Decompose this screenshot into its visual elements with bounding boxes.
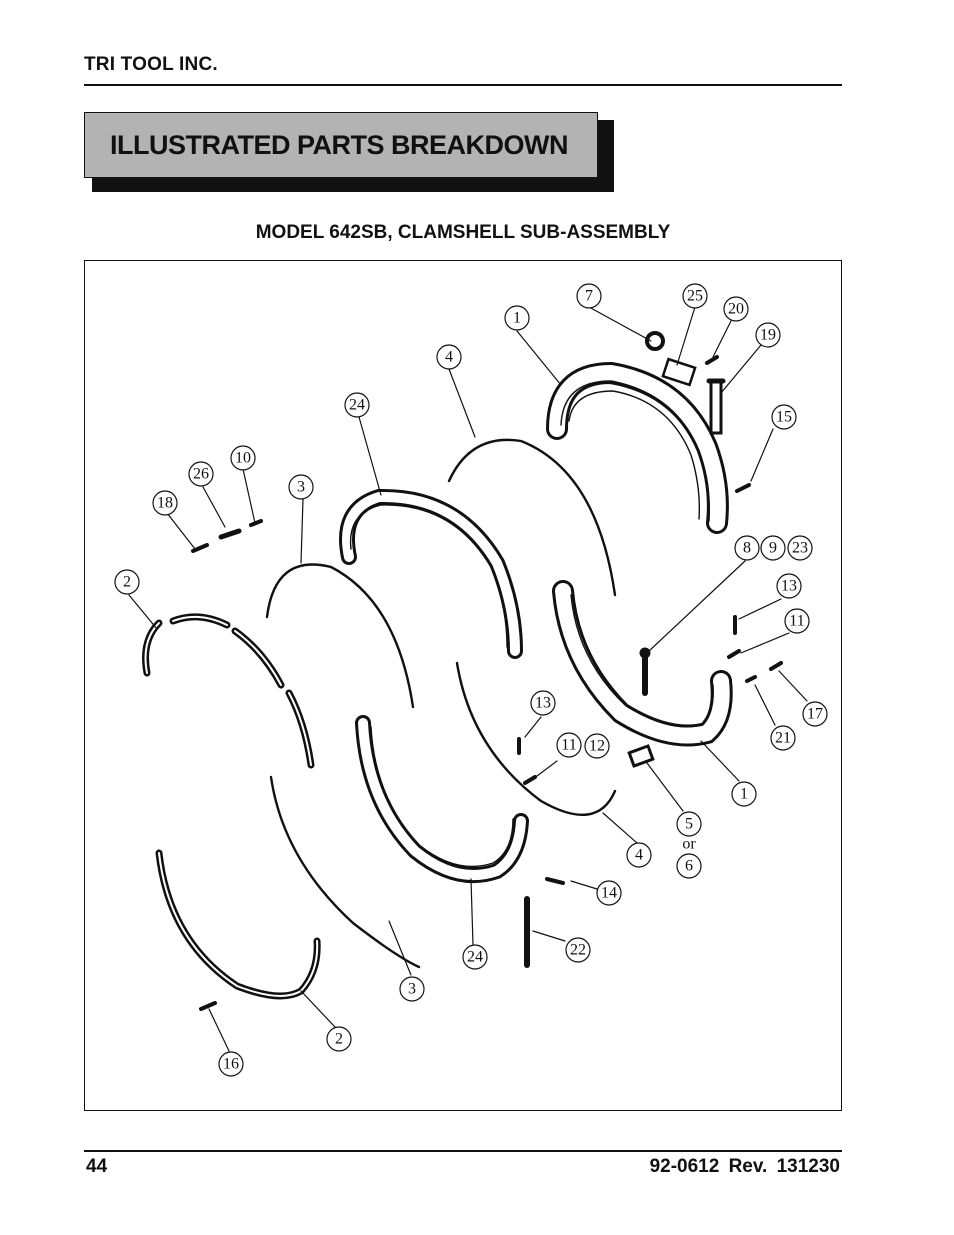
callout-4-upper: 4 bbox=[445, 348, 453, 366]
part-5-block bbox=[629, 746, 653, 766]
section-title: ILLUSTRATED PARTS BREAKDOWN bbox=[110, 130, 568, 160]
footer-rule bbox=[84, 1150, 842, 1152]
part-21-screw bbox=[747, 677, 755, 681]
callout-12: 12 bbox=[589, 737, 605, 755]
part-4-upper-wire-ring bbox=[449, 440, 615, 595]
callout-11-lower: 11 bbox=[561, 736, 577, 754]
callout-14: 14 bbox=[601, 884, 617, 902]
company-name: TRI TOOL INC. bbox=[84, 54, 218, 75]
part-3-lower-wire-ring bbox=[271, 777, 419, 967]
part-24-lower-channel-ring bbox=[363, 723, 521, 875]
exploded-view-diagram bbox=[85, 261, 843, 1112]
part-1-upper-clamshell bbox=[557, 373, 718, 523]
part-19-lever bbox=[709, 381, 723, 433]
callout-or: or bbox=[682, 835, 696, 853]
callout-2-lower: 2 bbox=[335, 1030, 343, 1048]
callout-1-upper: 1 bbox=[513, 309, 521, 327]
header-rule bbox=[84, 84, 842, 86]
callout-1-lower: 1 bbox=[740, 785, 748, 803]
callout-24-upper: 24 bbox=[349, 396, 365, 414]
part-14-key bbox=[547, 879, 563, 883]
part-26-clip bbox=[221, 531, 239, 537]
page-number: 44 bbox=[86, 1156, 108, 1177]
part-15-pin bbox=[737, 485, 749, 491]
part-11-upper-screw bbox=[729, 651, 739, 657]
callout-23: 23 bbox=[792, 539, 808, 557]
callout-5: 5 bbox=[685, 815, 693, 833]
callout-19: 19 bbox=[760, 326, 776, 344]
callout-20: 20 bbox=[728, 300, 744, 318]
part-8-bolt bbox=[641, 649, 649, 693]
part-2-lower-segment-ring bbox=[159, 853, 317, 996]
part-10-screw bbox=[251, 521, 261, 525]
callout-24-lower: 24 bbox=[467, 948, 483, 966]
parts-diagram-frame bbox=[84, 260, 842, 1111]
callout-9: 9 bbox=[769, 539, 777, 557]
part-18-screw bbox=[193, 545, 207, 551]
document-revision: 92-0612 Rev. 131230 bbox=[649, 1156, 840, 1177]
figure-title: MODEL 642SB, CLAMSHELL SUB-ASSEMBLY bbox=[255, 222, 671, 243]
part-25-plate bbox=[663, 359, 695, 385]
part-17-screw bbox=[771, 663, 781, 669]
part-2-upper-segment-ring bbox=[146, 617, 312, 765]
callout-2-upper: 2 bbox=[123, 573, 131, 591]
callout-26: 26 bbox=[193, 465, 209, 483]
callout-13-upper: 13 bbox=[781, 577, 797, 595]
part-16-screw bbox=[201, 1003, 215, 1009]
callout-6: 6 bbox=[685, 857, 693, 875]
callout-17: 17 bbox=[807, 705, 823, 723]
callout-18: 18 bbox=[157, 494, 173, 512]
callout-22: 22 bbox=[570, 941, 586, 959]
callout-25: 25 bbox=[687, 287, 703, 305]
callout-11-upper: 11 bbox=[789, 612, 805, 630]
part-24-upper-channel-ring bbox=[347, 497, 515, 651]
callout-7: 7 bbox=[585, 287, 593, 305]
part-3-upper-wire-ring bbox=[267, 564, 413, 707]
callout-8: 8 bbox=[743, 539, 751, 557]
callout-3-lower: 3 bbox=[408, 980, 416, 998]
callout-13-lower: 13 bbox=[535, 694, 551, 712]
callout-10: 10 bbox=[235, 449, 251, 467]
leader-lines bbox=[129, 307, 807, 1051]
callout-4-lower: 4 bbox=[635, 846, 643, 864]
callout-21: 21 bbox=[775, 729, 791, 747]
callout-3-upper: 3 bbox=[297, 478, 305, 496]
part-20-screw bbox=[707, 357, 717, 363]
callout-15: 15 bbox=[776, 408, 792, 426]
callout-16: 16 bbox=[223, 1055, 239, 1073]
part-7-roller bbox=[647, 333, 663, 349]
